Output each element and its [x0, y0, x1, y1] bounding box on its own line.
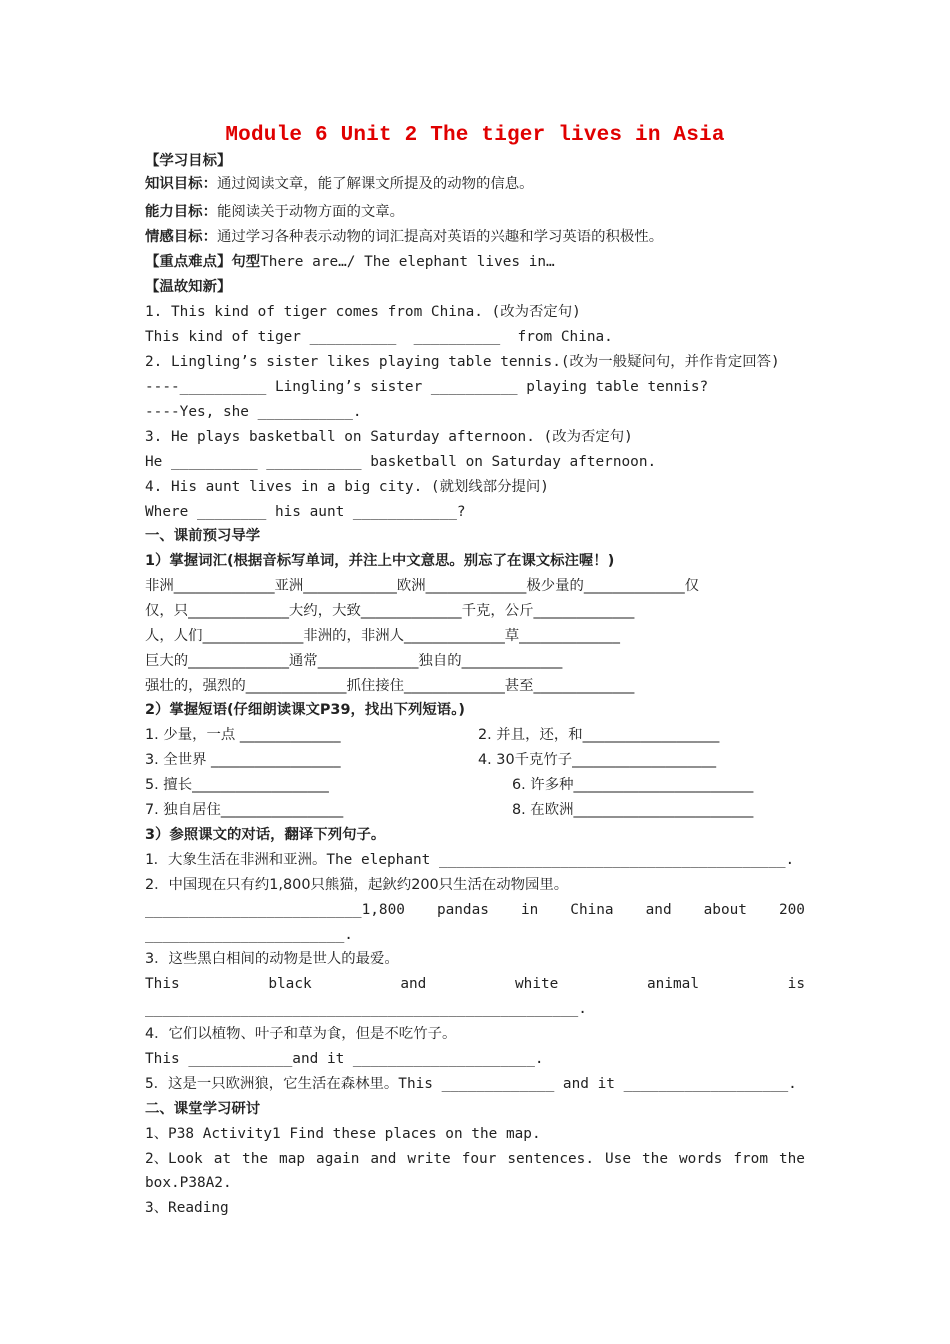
answer-word: about — [703, 902, 747, 918]
review-heading: 【温故知新】 — [145, 279, 232, 295]
activity-word: at — [213, 1151, 232, 1167]
activity-2-end: box.P38A2. — [145, 1175, 232, 1191]
translate-heading: 3）参照课文的对话，翻译下列句子。 — [145, 827, 386, 843]
ability-goal — [145, 203, 404, 221]
ability-text: 能阅读关于动物方面的文章。 — [216, 204, 405, 220]
activity-word: the — [778, 1151, 805, 1167]
vocab-line: 强壮的，强烈的______________抓住接住______________甚至______________ — [145, 678, 635, 694]
review-line: ----__________ Lingling’s sister __________ playing table tennis? — [145, 379, 709, 395]
translate-item-2: 2．中国现在只有约1,800只熊猫，起鈥约200只生活在动物园里。 — [145, 877, 569, 893]
key-text: There are…/ The elephant lives in… — [260, 254, 555, 270]
review-line: 4. His aunt lives in a big city. (就划线部分提问) — [145, 479, 549, 495]
vocab-line: 非洲______________亚洲_____________欧洲______________极少量的______________仅 — [145, 578, 700, 594]
phrase-item: 2. 并且，还，和___________________ — [478, 727, 720, 743]
translate-item-2-answer — [145, 901, 805, 919]
emotion-goal — [145, 228, 663, 246]
page-title: Module 6 Unit 2 The tiger lives in Asia — [225, 124, 725, 147]
activity-word: 2、Look — [145, 1151, 203, 1167]
review-line: ----Yes, she ___________. — [145, 404, 362, 420]
activity-word: map — [279, 1151, 306, 1167]
review-line: This kind of tiger __________ __________ from China. — [145, 329, 613, 345]
answer-word: white — [515, 976, 559, 992]
phrase-item: 7. 独自居住_________________ — [145, 802, 344, 818]
answer-word: animal — [647, 976, 699, 992]
knowledge-label: 知识目标： — [145, 176, 217, 192]
answer-word: and — [645, 902, 672, 918]
activity-3: 3、Reading — [145, 1200, 229, 1216]
answer-word: black — [268, 976, 312, 992]
section1-heading: 一、课前预习导学 — [145, 528, 261, 544]
activity-word: the — [242, 1151, 269, 1167]
activity-word: from — [733, 1151, 768, 1167]
activity-word: and — [370, 1151, 397, 1167]
translate-item-4-answer: This ____________and it _____________________. — [145, 1051, 544, 1067]
translate-item-5: 5．这是一只欧洲狼，它生活在森林里。This _____________ and it ___________________. — [145, 1076, 797, 1092]
review-line: 1. This kind of tiger comes from China. (改为否定句) — [145, 304, 581, 320]
translate-item-4: 4．它们以植物、叶子和草为食，但是不吃竹子。 — [145, 1026, 457, 1042]
translate-item-3: 3．这些黑白相间的动物是世人的最爱。 — [145, 951, 399, 967]
phrase-heading: 2）掌握短语(仔细朗读课文P39，找出下列短语。) — [145, 702, 465, 718]
answer-word: and — [400, 976, 427, 992]
section2-heading: 二、课堂学习研讨 — [145, 1101, 261, 1117]
review-line: 3. He plays basketball on Saturday afternoon. (改为否定句) — [145, 429, 633, 445]
emotion-text: 通过学习各种表示动物的词汇提高对英语的兴趣和学习英语的积极性。 — [216, 229, 664, 245]
answer-word: is — [787, 976, 805, 992]
activity-word: four — [461, 1151, 497, 1167]
vocab-line: 仅，只______________大约，大致______________千克，公斤______________ — [145, 603, 635, 619]
activity-word: the — [642, 1151, 668, 1167]
translate-item-3-answer — [145, 975, 805, 993]
activity-word: sentences. — [507, 1151, 594, 1167]
key-label: 【重点难点】句型 — [145, 254, 261, 270]
ability-label: 能力目标： — [145, 204, 217, 220]
answer-word: _________________________1,800 — [145, 902, 405, 918]
activity-word: again — [316, 1151, 360, 1167]
activity-word: words — [679, 1151, 723, 1167]
answer-word: 200 — [778, 902, 805, 918]
goals-heading: 【学习目标】 — [145, 153, 232, 169]
review-line: Where ________ his aunt ____________? — [145, 504, 466, 520]
answer-word: pandas — [436, 902, 489, 918]
translate-item-3-end: __________________________________________________. — [145, 1001, 587, 1017]
answer-word: This — [145, 976, 180, 992]
translate-item-1: 1．大象生活在非洲和亚洲。The elephant ________________________________________. — [145, 852, 795, 868]
phrase-item: 3. 全世界 __________________ — [145, 752, 341, 768]
key-points — [145, 253, 555, 271]
vocab-line: 人，人们______________非洲的，非洲人______________草______________ — [145, 628, 620, 644]
answer-word: China — [570, 902, 614, 918]
translate-item-2-end: _______________________. — [145, 927, 353, 943]
review-line: 2. Lingling’s sister likes playing table tennis.(改为一般疑问句，并作肯定回答) — [145, 354, 780, 370]
emotion-label: 情感目标： — [145, 229, 217, 245]
review-line: He __________ ___________ basketball on Saturday afternoon. — [145, 454, 657, 470]
phrase-item: 4. 30千克竹子____________________ — [478, 752, 717, 768]
knowledge-text: 通过阅读文章，能了解课文所提及的动物的信息。 — [216, 176, 534, 192]
activity-1: 1、P38 Activity1 Find these places on the map. — [145, 1126, 541, 1142]
phrase-item: 6. 许多种_________________________ — [512, 777, 754, 793]
knowledge-goal — [145, 175, 534, 193]
activity-2 — [145, 1150, 805, 1168]
vocab-heading: 1）掌握词汇(根据音标写单词，并注上中文意思。别忘了在课文标注喔！) — [145, 553, 615, 569]
phrase-item: 1. 少量，一点 ______________ — [145, 727, 341, 743]
answer-word: in — [520, 902, 539, 918]
vocab-line: 巨大的______________通常______________独自的______________ — [145, 653, 563, 669]
phrase-item: 8. 在欧洲_________________________ — [512, 802, 754, 818]
phrase-item: 5. 擅长___________________ — [145, 777, 329, 793]
activity-word: Use — [605, 1151, 631, 1167]
activity-word: write — [407, 1151, 451, 1167]
